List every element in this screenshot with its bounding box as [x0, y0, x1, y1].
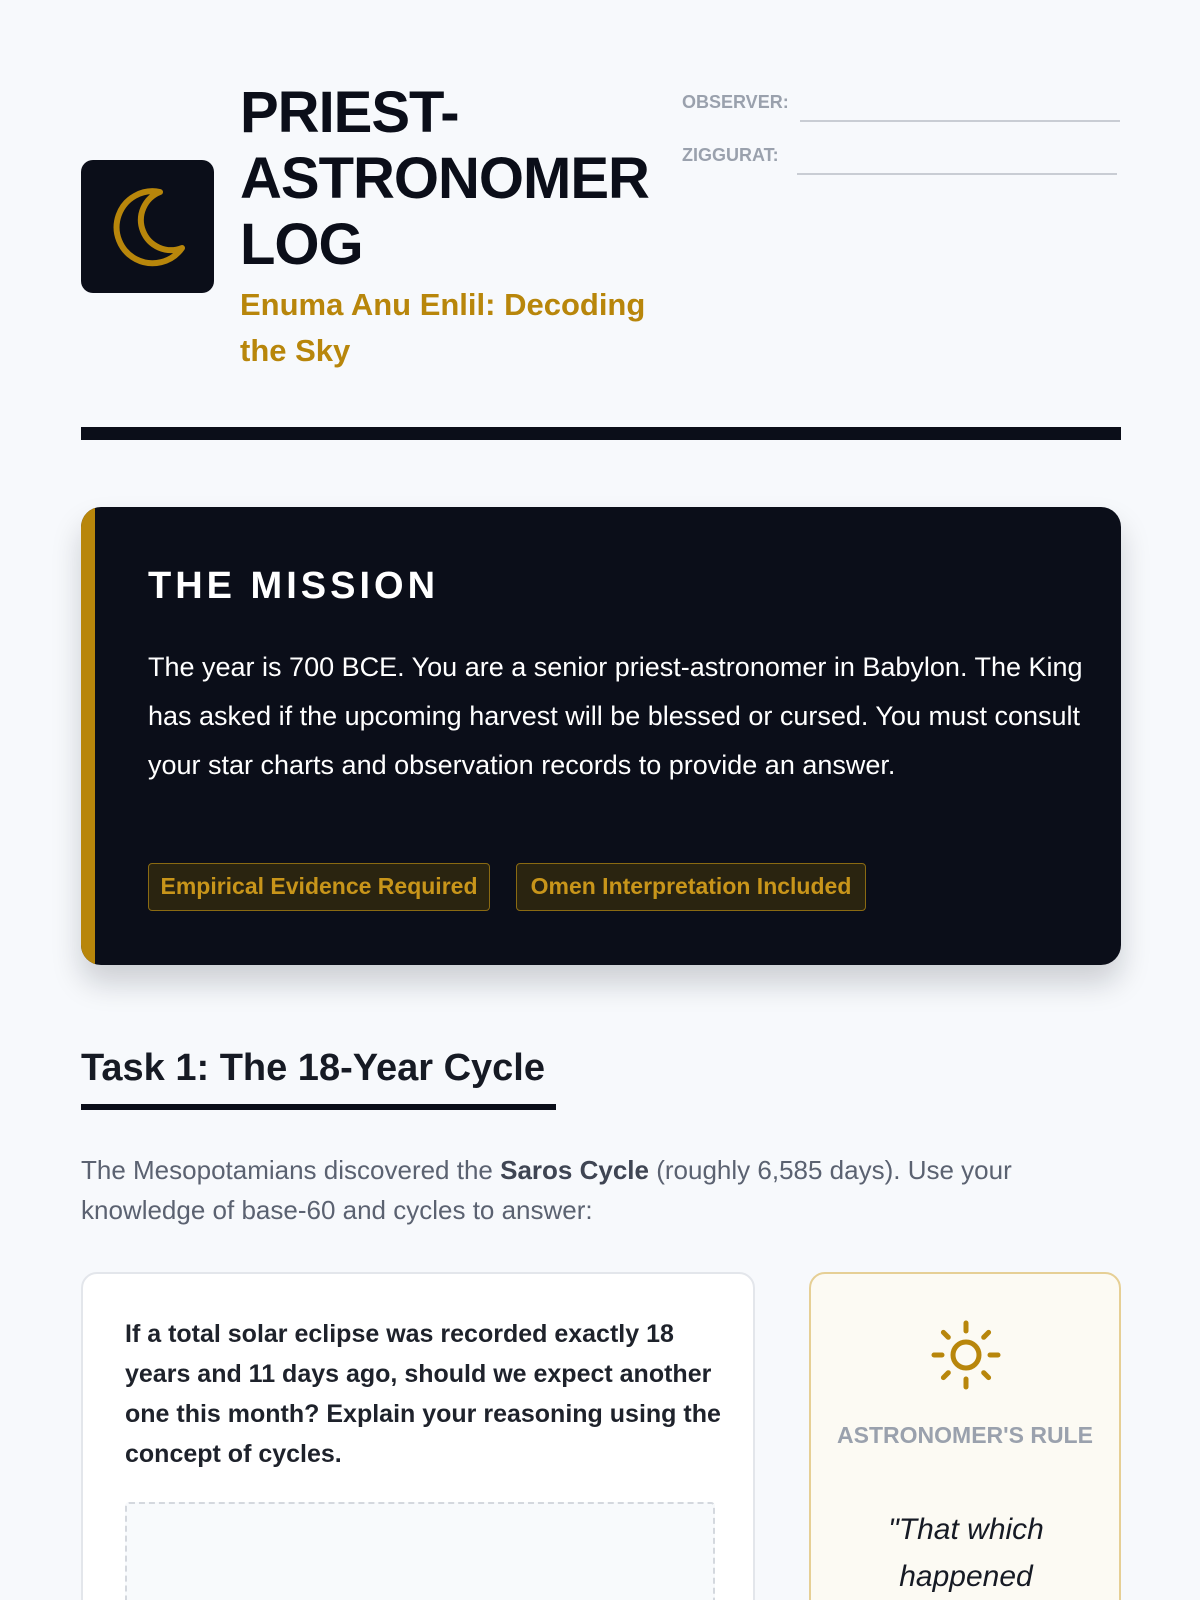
- task-1-intro: [81, 1150, 1121, 1230]
- tag-empirical-evidence: Empirical Evidence Required: [148, 863, 490, 911]
- task-1-intro-start: The Mesopotamians discovered the: [81, 1155, 501, 1185]
- rule-label: ASTRONOMER'S RULE: [837, 1422, 1093, 1448]
- task-1-intro-end: (roughly 6,585 days). Use your knowledge of base-60 and cycles to answer:: [81, 1155, 1012, 1225]
- astronomers-rule-card: [809, 1272, 1121, 1600]
- task-1-underline: [81, 1104, 556, 1110]
- observer-field[interactable]: [682, 86, 1122, 116]
- ziggurat-input-line[interactable]: [797, 173, 1117, 175]
- observer-input-line[interactable]: [800, 120, 1120, 122]
- tag-omen-interpretation: Omen Interpretation Included: [516, 863, 866, 911]
- mission-accent-bar: [81, 507, 95, 965]
- observer-label: OBSERVER:: [682, 92, 789, 112]
- rule-quote: "That which happened: [888, 1513, 1044, 1593]
- ziggurat-label: ZIGGURAT:: [682, 145, 779, 165]
- saros-cycle-term: Saros Cycle: [500, 1155, 649, 1185]
- crescent-moon-icon: [81, 160, 214, 293]
- task-1-title: Task 1: The 18-Year Cycle: [81, 1047, 545, 1089]
- page-title: PRIEST-ASTRONOMER LOG: [240, 80, 649, 277]
- logo-badge: [81, 160, 214, 293]
- header-divider: [81, 427, 1121, 440]
- mission-heading: THE MISSION: [148, 565, 440, 607]
- sun-icon: [929, 1318, 1003, 1392]
- mission-text: The year is 700 BCE. You are a senior priest-astronomer in Babylon. The King has asked if the upcoming harvest will be blessed or cursed. You must consult your star charts and observation records to provide an answer.: [148, 652, 1083, 780]
- question-card: [81, 1272, 755, 1600]
- question-text: If a total solar eclipse was recorded exactly 18 years and 11 days ago, should we expect another one this month? Explain your reasoning using the concept of cycles.: [125, 1320, 721, 1468]
- ziggurat-field[interactable]: [682, 139, 1122, 169]
- page-subtitle: Enuma Anu Enlil: Decoding the Sky: [240, 287, 646, 368]
- mission-card: [81, 507, 1121, 965]
- answer-box[interactable]: [125, 1502, 715, 1600]
